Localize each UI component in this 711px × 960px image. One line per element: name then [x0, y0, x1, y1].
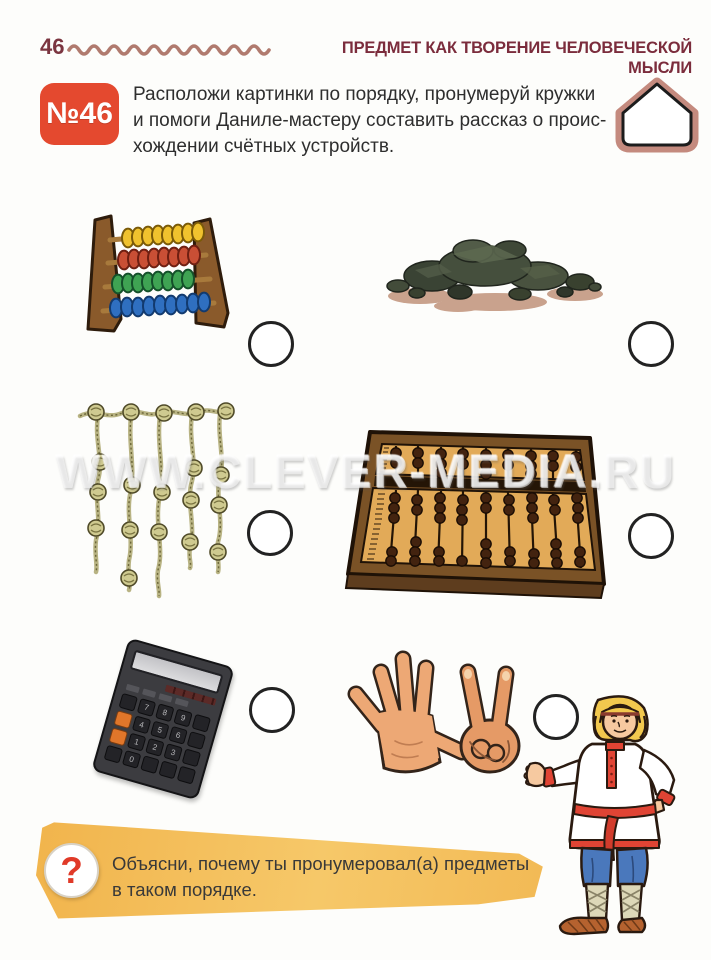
- danila-master-character: [522, 688, 707, 943]
- stones-pile-image: [370, 232, 612, 321]
- wavy-divider: [66, 40, 276, 56]
- footer-line-2: в таком порядке.: [112, 879, 257, 900]
- answer-circle-1[interactable]: [248, 321, 294, 367]
- calc-key: 4: [132, 715, 152, 734]
- footer-line-1: Объясни, почему ты пронумеровал(а) предметы: [112, 853, 530, 874]
- calc-key: 8: [155, 703, 175, 722]
- calc-key: 2: [145, 738, 165, 757]
- question-mark-icon: [44, 843, 99, 898]
- counting-hands-image: [340, 646, 525, 783]
- task-line-3: хождении счётных устройств.: [133, 136, 395, 157]
- footer-question: [112, 851, 532, 903]
- calc-key: 3: [163, 743, 183, 762]
- calc-key: 5: [150, 721, 170, 740]
- answer-circle-3[interactable]: [247, 510, 293, 556]
- calculator-image: [91, 638, 235, 801]
- task-number-badge: №46: [40, 83, 119, 145]
- task-line-1: Расположи картинки по порядку, пронумеруй кружки: [133, 84, 596, 105]
- answer-circle-2[interactable]: [628, 321, 674, 367]
- calc-key: 6: [168, 726, 188, 745]
- calc-key: 7: [137, 698, 157, 717]
- page-title: ПРЕДМЕТ КАК ТВОРЕНИЕ ЧЕЛОВЕЧЕСКОЙ МЫСЛИ: [341, 38, 692, 77]
- page-number: 46: [40, 34, 65, 59]
- calc-key: 9: [173, 709, 193, 728]
- answer-circle-5[interactable]: [249, 687, 295, 733]
- task-instructions: [133, 82, 611, 160]
- task-line-2: и помоги Даниле-мастеру составить рассказ о проис-: [133, 110, 607, 131]
- calc-key: 0: [122, 750, 142, 769]
- toy-abacus-image: [80, 205, 240, 352]
- house-icon: [612, 76, 702, 158]
- watermark: WWW.CLEVER-MEDIA.RU: [56, 445, 677, 498]
- question-mark: ?: [60, 849, 83, 891]
- answer-circle-4[interactable]: [628, 513, 674, 559]
- calc-key: 1: [127, 733, 147, 752]
- knotted-ropes-image: [76, 400, 240, 605]
